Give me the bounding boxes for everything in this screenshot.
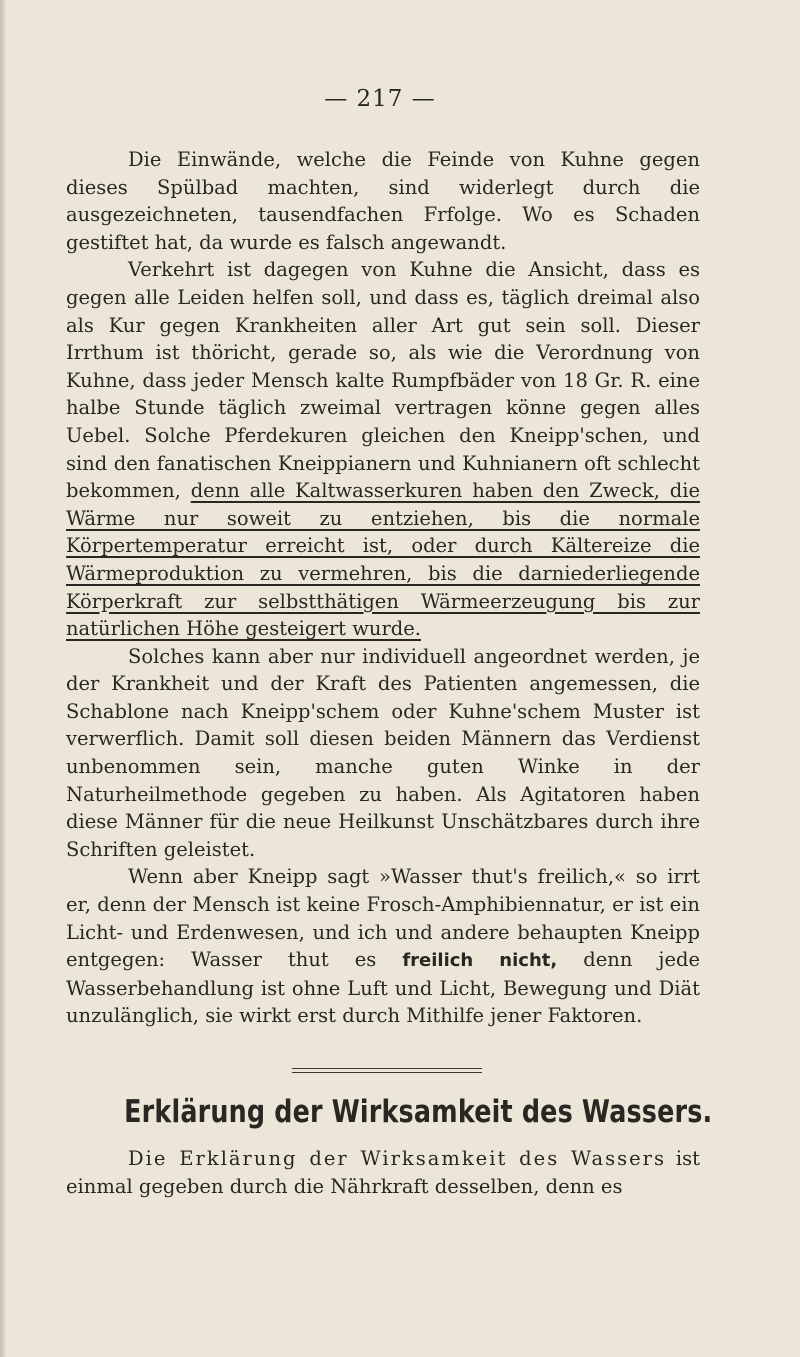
body-text xyxy=(66,146,700,1030)
section-heading: Erklärung der Wirksamkeit des Wassers. xyxy=(124,1094,713,1130)
section-body-text xyxy=(66,1145,700,1200)
section-paragraph-1-text: ist einmal gegeben durch die Nährkraft desselben, denn es xyxy=(66,1147,701,1198)
paragraph-4-text-start: Wenn aber Kneipp sagt »Wasser thut's freilich,« so irrt er, denn der Mensch ist keine Frosch-Amphibiennatur, er ist ein Licht- und Erdenwesen, und ich und andere behaupten Kneipp entgegen: Wasser thut es xyxy=(66,865,700,972)
paragraph-2 xyxy=(66,256,700,642)
spaced-text: Die Erklärung der Wirksamkeit des Wassers xyxy=(128,1147,666,1170)
section-paragraph-1 xyxy=(66,1145,700,1200)
paragraph-4-text-end: denn jede Wasserbehandlung ist ohne Luft und Licht, Bewegung und Diät unzulänglich, sie wirkt erst durch Mithilfe jener Faktoren. xyxy=(66,948,701,1028)
paragraph-1: Die Einwände, welche die Feinde von Kuhne gegen dieses Spülbad machten, sind widerlegt durch die ausgezeichneten, tausendfachen Frfolge. Wo es Schaden gestiftet hat, da wurde es falsch angewandt. xyxy=(66,148,700,254)
underlined-passage: denn alle Kaltwasserkuren haben den Zweck, die Wärme nur soweit zu entziehen, bis die normale Körpertemperatur erreicht ist, oder durch Kältereize die Wärmeproduktion zu vermehren, bis die darniederliegende Körperkraft zur selbstthätigen Wärmeerzeugung bis zur natürlichen Höhe gesteigert wurde. xyxy=(66,479,700,641)
emphasis-text: freilich nicht, xyxy=(402,950,558,972)
section-divider-top xyxy=(292,1068,482,1069)
paragraph-4 xyxy=(66,863,700,1030)
page-number: — 217 — xyxy=(324,86,436,112)
paragraph-2-text: Verkehrt ist dagegen von Kuhne die Ansicht, dass es gegen alle Leiden helfen soll, und dass es, täglich dreimal also als Kur gegen Krankheiten aller Art gut sein soll. Dieser Irrthum ist thöricht, gerade so, als wie die Verordnung von Kuhne, dass jeder Mensch kalte Rumpfbäder von 18 Gr. R. eine halbe Stunde täglich zweimal vertragen könne gegen alles Uebel. Solche Pferdekuren gleichen den Kneipp'schen, und sind den fanatischen Kneippianern und Kuhnianern oft schlecht bekommen, xyxy=(66,258,700,503)
section-divider-bottom xyxy=(292,1072,482,1073)
paragraph-3: Solches kann aber nur individuell angeordnet werden, je der Krankheit und der Kraft des Patienten angemessen, die Schablone nach Kneipp'schem oder Kuhne'schem Muster ist verwerflich. Damit soll diesen beiden Männern das Verdienst unbenommen sein, manche guten Winke in der Naturheilmethode gegeben zu haben. Als Agitatoren haben diese Männer für die neue Heilkunst Unschätzbares durch ihre Schriften geleistet. xyxy=(66,644,700,861)
page-edge xyxy=(0,0,6,1357)
